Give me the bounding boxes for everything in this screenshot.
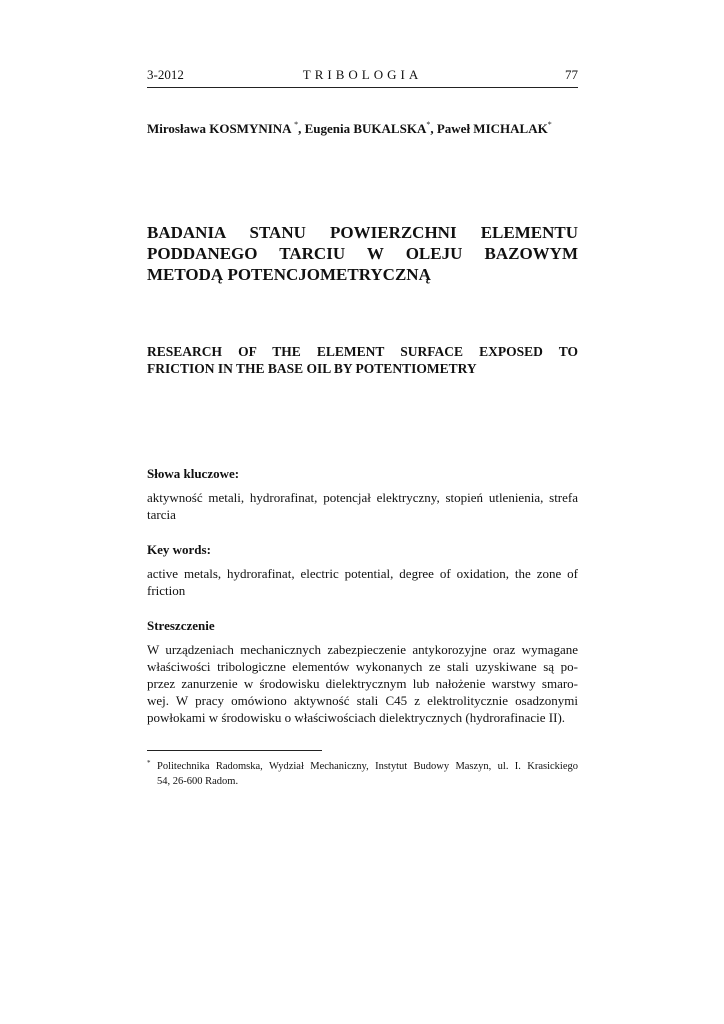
footnote-line: Politechnika Radomska, Wydział Mechaniczny, Instytut Budowy Maszyn, ul. I. Krasickiego <box>157 761 578 772</box>
keywords-en-text <box>147 565 578 599</box>
abstract-text <box>147 641 578 726</box>
affiliation-mark: * <box>547 120 552 129</box>
title-polish <box>147 222 578 285</box>
author-name: Mirosława KOSMYNINA <box>147 121 291 136</box>
journal-name: TRIBOLOGIA <box>302 67 423 82</box>
footnote-divider <box>147 750 322 751</box>
text-line: tarcia <box>147 507 176 522</box>
footnote-line: 54, 26-600 Radom. <box>157 776 239 787</box>
text-line: wej. W pracy omówiono aktywność stali C45 z elektrolitycznie osadzonymi <box>147 693 578 708</box>
title-english <box>147 343 578 377</box>
keywords-pl-heading: Słowa kluczowe: <box>147 466 240 481</box>
title-line: FRICTION IN THE BASE OIL BY POTENTIOMETRY <box>147 361 477 376</box>
title-line: PODDANEGO TARCIU W OLEJU BAZOWYM <box>147 244 578 263</box>
text-line: active metals, hydrorafinat, electric potential, degree of oxidation, the zone of <box>147 566 578 581</box>
text-line: przez zanurzenie w środowisku dielektrycznym lub nałożenie warstwy smaro- <box>147 676 578 691</box>
abstract-heading: Streszczenie <box>147 618 215 633</box>
title-line: RESEARCH OF THE ELEMENT SURFACE EXPOSED TO <box>147 344 578 359</box>
author-name: , Paweł MICHALAK <box>430 121 548 136</box>
author-list <box>147 120 578 137</box>
title-line: METODĄ POTENCJOMETRYCZNĄ <box>147 265 431 284</box>
text-line: powłokami w środowisku o właściwościach dielektrycznych (hydrorafinacie II). <box>147 710 566 725</box>
affiliation-footnote <box>147 759 578 789</box>
text-line: aktywność metali, hydrorafinat, potencjał elektryczny, stopień utlenienia, strefa <box>147 490 578 505</box>
affiliation-mark: * <box>294 120 299 129</box>
author-name: , Eugenia BUKALSKA <box>298 121 427 136</box>
text-line: W urządzeniach mechanicznych zabezpieczenie antykorozyjne oraz wymagane <box>147 642 578 657</box>
page-number: 77 <box>565 67 578 82</box>
title-line: BADANIA STANU POWIERZCHNI ELEMENTU <box>147 223 578 242</box>
affiliation-mark: * <box>426 120 431 129</box>
running-header <box>147 67 578 88</box>
keywords-en-heading: Key words: <box>147 542 211 557</box>
text-line: właściwości tribologiczne elementów wykonanych ze stali uzyskiwane są po- <box>147 659 578 674</box>
text-line: friction <box>147 583 186 598</box>
keywords-pl-text <box>147 489 578 523</box>
issue-number: 3-2012 <box>147 67 184 82</box>
footnote-mark: * <box>147 759 151 767</box>
